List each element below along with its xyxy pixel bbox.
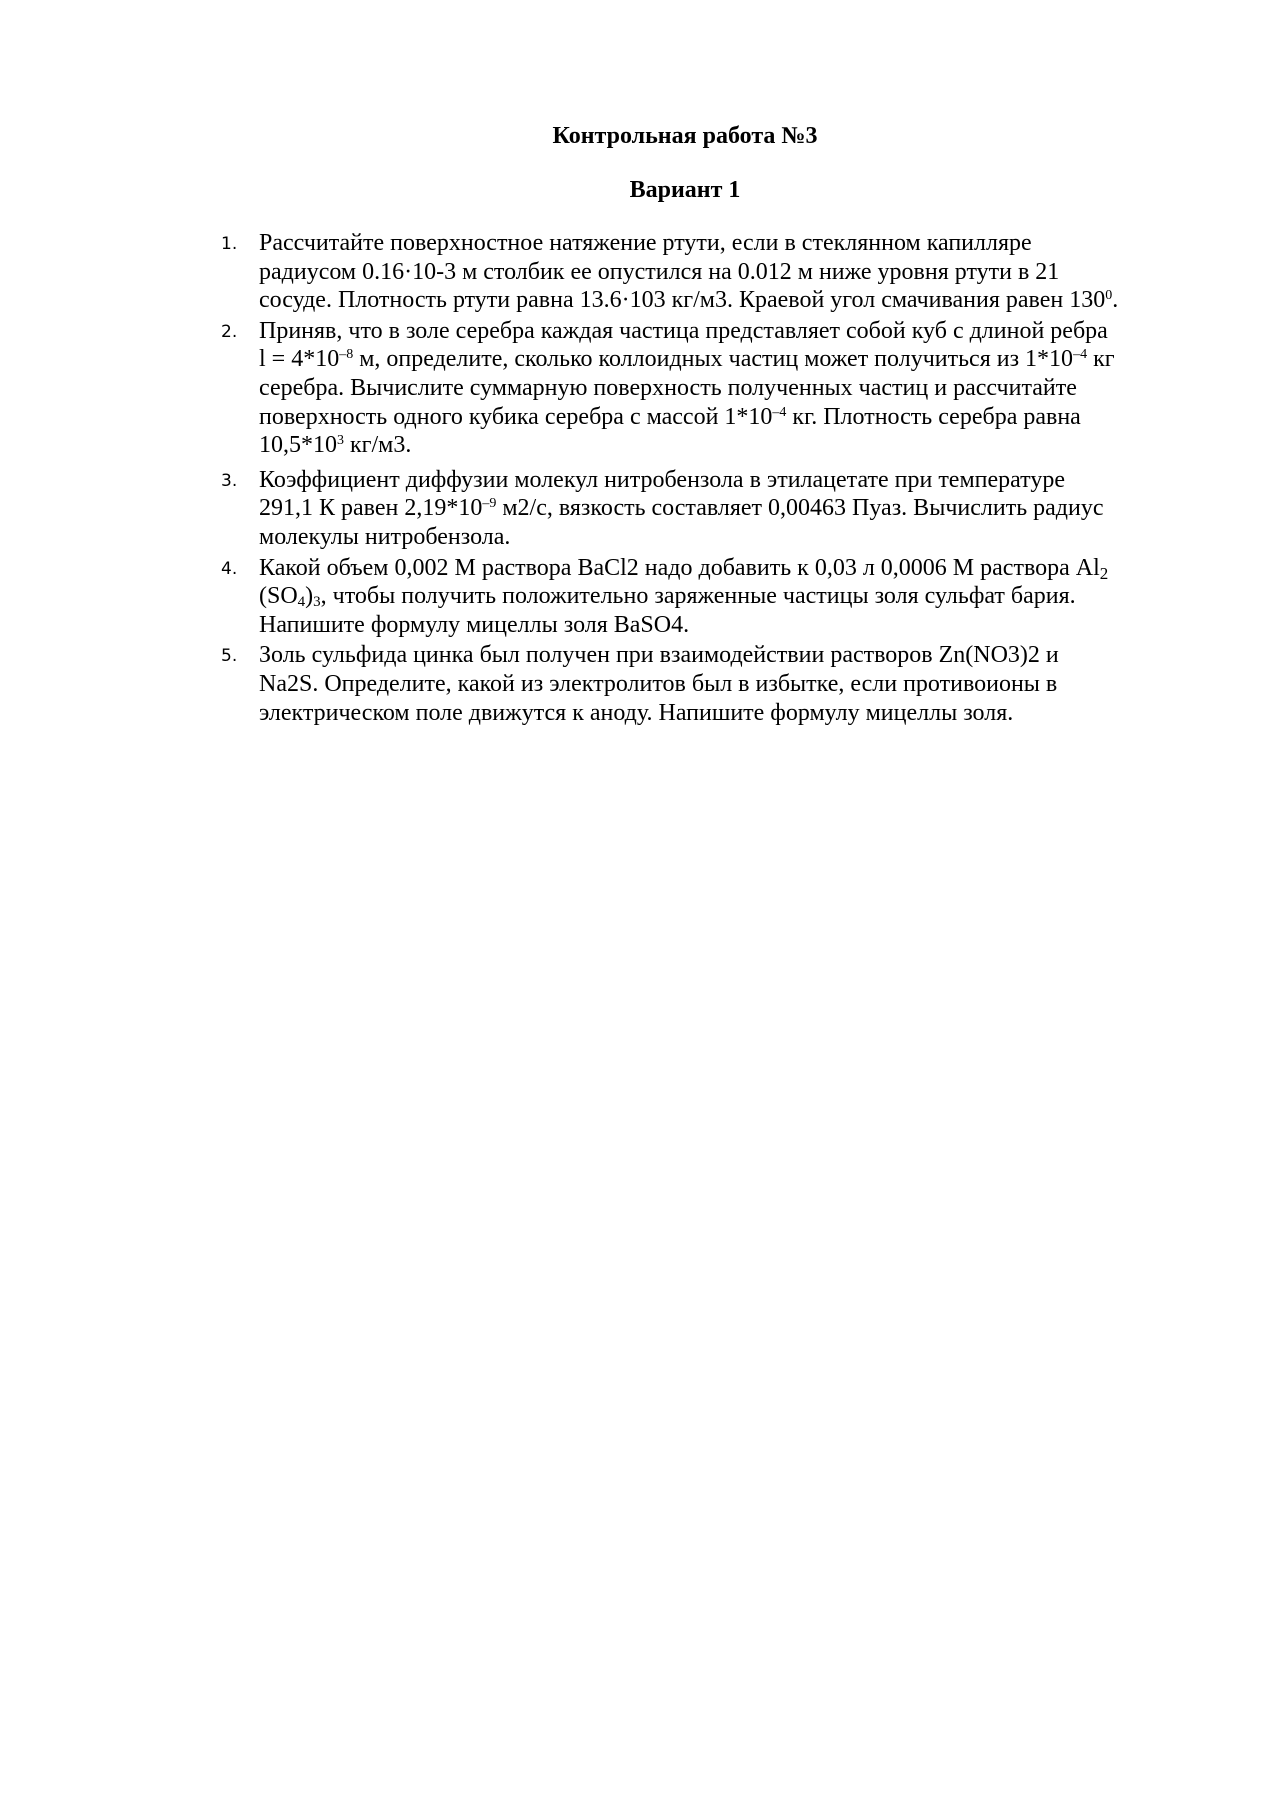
task-item-4 [212, 554, 1212, 640]
task-line: Приняв, что в золе серебра каждая частица представляет собой куб с длиной ребра [259, 317, 1108, 344]
task-line [259, 345, 1212, 374]
task-line: Золь сульфида цинка был получен при взаимодействии растворов Zn(NO3)2 и [259, 642, 1059, 669]
task-line-text: м2/с, вязкость составляет 0,00463 Пуаз. Вычислить радиус [496, 495, 1104, 522]
task-number: 2. [221, 321, 238, 342]
task-line-text: , чтобы получить положительно заряженные частицы золя сульфат бария. [320, 583, 1076, 610]
task-line: радиусом 0.16·10-3 м столбик ее опустился на 0.012 м ниже уровня ртути в 21 [259, 258, 1060, 285]
task-line: серебра. Вычислите суммарную поверхность полученных частиц и рассчитайте [259, 374, 1077, 401]
task-line-text: 10,5*10 [259, 432, 337, 459]
task-number: 5. [221, 646, 238, 667]
task-line: Рассчитайте поверхностное натяжение ртути, если в стеклянном капилляре [259, 230, 1032, 256]
task-line-text: Какой объем 0,002 М раствора BaCl2 надо добавить к 0,03 л 0,0006 М раствора Al [259, 554, 1100, 581]
task-line [259, 403, 1212, 432]
exponent-superscript: –8 [339, 347, 354, 363]
task-line [259, 431, 1212, 460]
task-line-text: сосуде. Плотность ртути равна 13.6·103 кг/м3. Краевой угол смачивания равен 130 [259, 287, 1106, 314]
degree-superscript: 0 [1105, 288, 1113, 304]
task-line [259, 582, 1212, 611]
exponent-superscript: –4 [772, 404, 787, 420]
task-line-text: 291,1 К равен 2,19*10 [259, 495, 483, 522]
task-line: электрическом поле движутся к аноду. Напишите формулу мицеллы золя. [259, 699, 1014, 726]
task-number: 1. [221, 234, 238, 254]
task-line: Коэффициент диффузии молекул нитробензола в этилацетате при температуре [259, 466, 1065, 493]
task-line: Na2S. Определите, какой из электролитов был в избытке, если противоионы в [259, 670, 1058, 697]
task-line-text: ) [305, 583, 314, 610]
exponent-superscript: –9 [482, 496, 497, 512]
task-line-text: l = 4*10 [259, 346, 340, 373]
task-line-text: поверхность одного кубика серебра с массой 1*10 [259, 403, 773, 430]
task-item-5 [212, 641, 1212, 727]
task-text [259, 641, 1212, 727]
task-number: 3. [221, 470, 238, 491]
task-line [259, 494, 1212, 523]
task-text [259, 229, 1212, 315]
subscript: 4 [297, 594, 306, 611]
task-line-text: кг. Плотность серебра равна [786, 403, 1081, 430]
document-title: Контрольная работа №3 [552, 123, 818, 149]
subscript: 2 [1099, 563, 1109, 583]
variant-title: Вариант 1 [629, 177, 741, 203]
task-line-text: м, определите, сколько коллоидных частиц может получиться из 1*10 [353, 346, 1074, 373]
task-item-1 [212, 229, 1212, 315]
task-number: 4. [221, 558, 238, 579]
task-text [259, 554, 1212, 640]
task-line-end: . [1112, 287, 1119, 314]
task-text [259, 317, 1212, 460]
task-list [212, 229, 1212, 729]
task-text [259, 466, 1212, 552]
task-line [259, 286, 1212, 315]
task-line-text: (SO [259, 583, 298, 610]
task-item-2 [212, 317, 1212, 460]
exponent-superscript: –4 [1073, 347, 1088, 363]
subscript: 3 [313, 594, 321, 611]
task-line: Напишите формулу мицеллы золя BaSO4. [259, 611, 690, 638]
task-line-text: кг [1087, 346, 1115, 373]
task-line-text: кг/м3. [344, 432, 412, 459]
exponent-superscript: 3 [337, 433, 344, 449]
task-item-3 [212, 466, 1212, 552]
task-line: молекулы нитробензола. [259, 523, 511, 550]
task-line [259, 554, 1212, 583]
